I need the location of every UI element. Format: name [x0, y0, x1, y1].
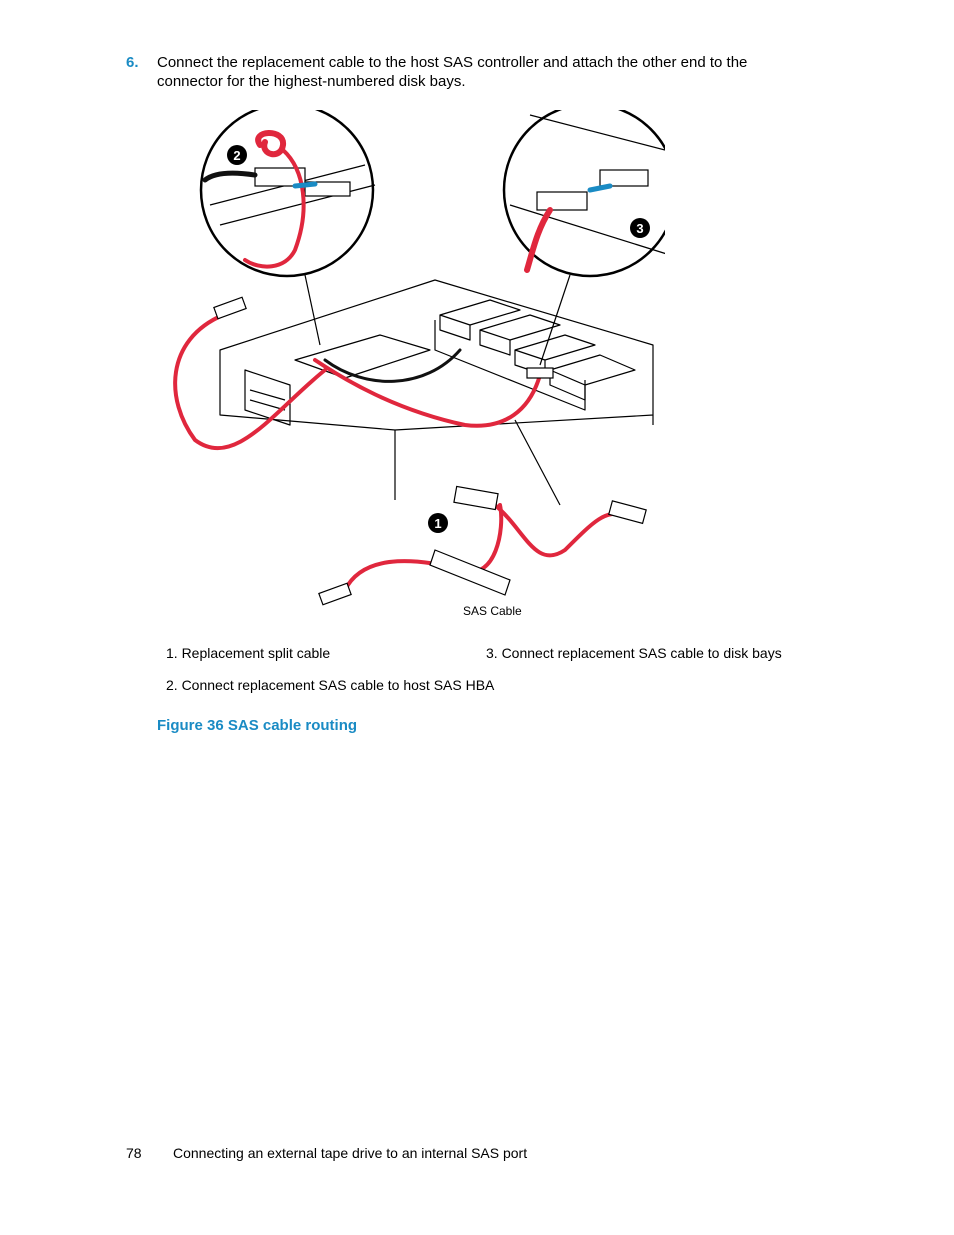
connector-split-3: [319, 583, 351, 605]
callout-3-label: 3: [636, 221, 644, 236]
footer-section-title: Connecting an external tape drive to an internal SAS port: [173, 1145, 528, 1161]
red-cable-bays: [315, 360, 540, 426]
backplane: [435, 320, 585, 410]
step-number: 6.: [126, 54, 139, 71]
leader-line-split: [515, 420, 560, 505]
red-cable-host: [175, 315, 325, 448]
legend-item-3: 3. Connect replacement SAS cable to disk bays: [486, 645, 782, 661]
legend-item-2: 2. Connect replacement SAS cable to host SAS HBA: [166, 677, 495, 693]
page-number: 78: [126, 1145, 142, 1161]
figure-caption: Figure 36 SAS cable routing: [157, 717, 358, 734]
hba-card: [295, 335, 430, 378]
red-cable-spare: [495, 505, 625, 555]
legend-item-1: 1. Replacement split cable: [166, 645, 331, 661]
callout-2-label: 2: [233, 148, 241, 163]
callout-1-label: 1: [434, 516, 442, 531]
leader-line-hba: [305, 275, 320, 345]
connector-host-end: [214, 297, 246, 319]
insert-arrow-hba: [295, 184, 315, 186]
connector-bay: [527, 368, 553, 378]
sas-cable-routing-illustration: [165, 110, 665, 630]
pci-bracket: [430, 550, 510, 595]
connector-split-1: [454, 486, 498, 509]
connector-split-2: [609, 501, 646, 524]
cable-label: SAS Cable: [463, 604, 522, 618]
step-text: Connect the replacement cable to the host SAS controller and attach the other end to the connector for the highest-numbered disk bays.: [157, 54, 748, 90]
disk-bay-4: [550, 355, 635, 400]
